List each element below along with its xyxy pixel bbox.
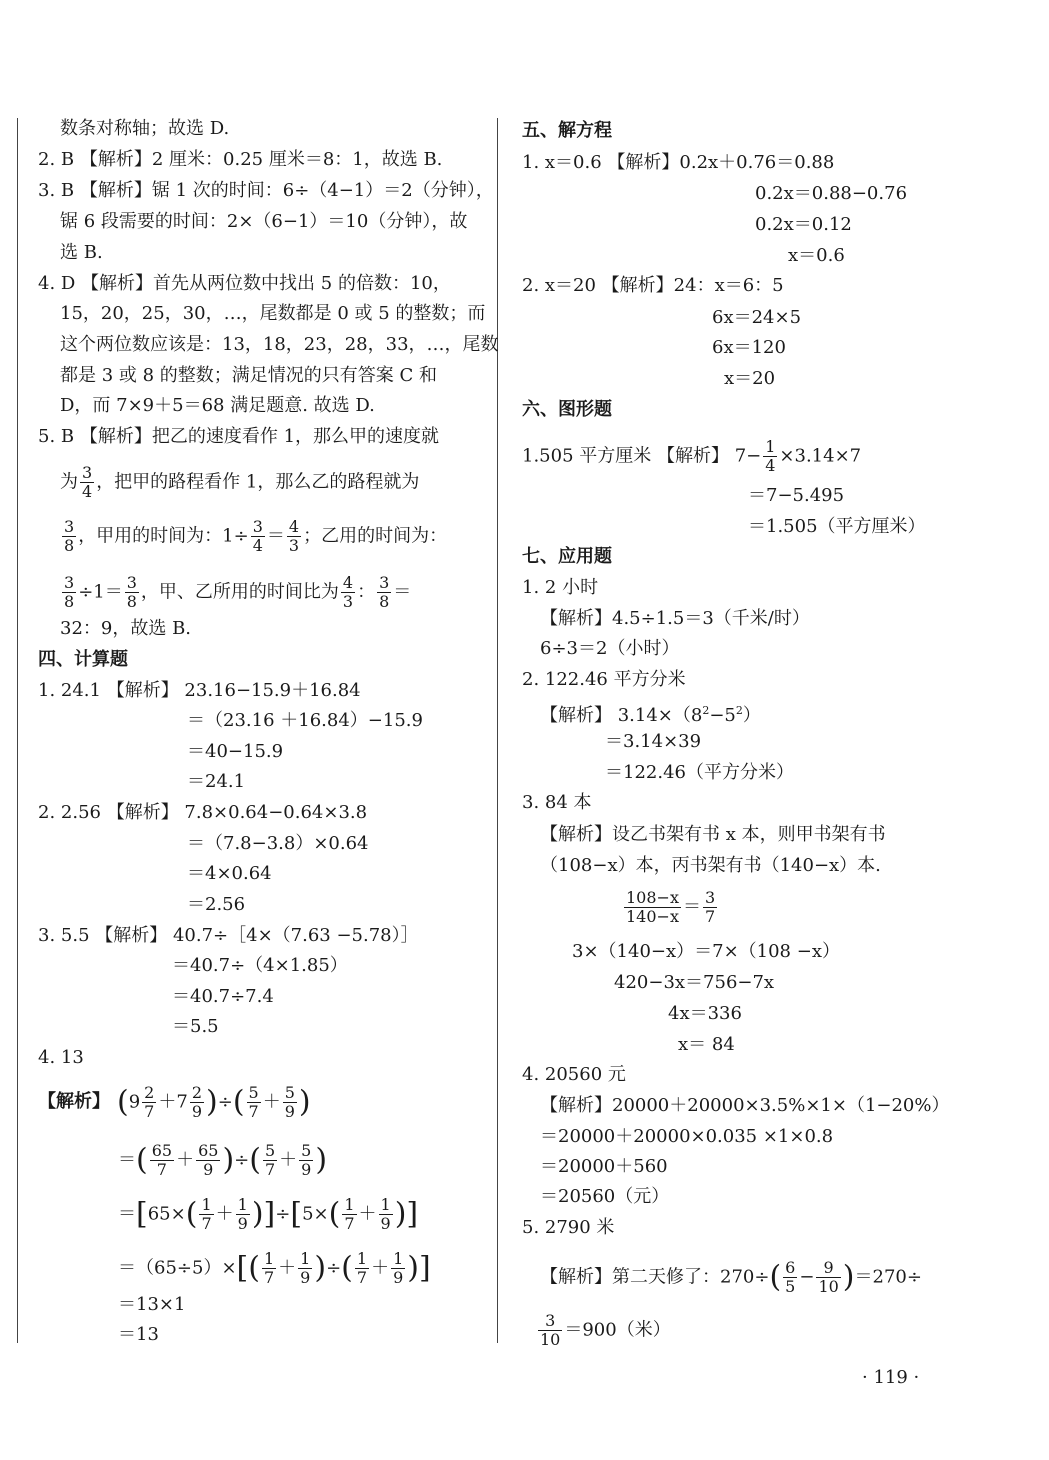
text: ： <box>357 581 376 603</box>
fraction <box>298 1250 312 1287</box>
app-3: 3. 84 本 <box>522 792 592 813</box>
app-2-step <box>540 698 761 729</box>
fraction <box>816 1259 840 1296</box>
den: 3 <box>288 536 300 555</box>
fraction <box>299 1142 313 1179</box>
text: ，把甲的路程看作 1，那么乙的路程就为 <box>96 471 420 493</box>
app-1-step: 6÷3＝2（小时） <box>540 638 680 659</box>
t: 5× <box>302 1203 329 1225</box>
q5-line4 <box>60 574 411 611</box>
t: ＋ <box>262 1091 281 1113</box>
geo-1-step: ＝7−5.495 <box>748 485 845 506</box>
den: 5 <box>785 1277 796 1296</box>
num: 1 <box>393 1249 404 1268</box>
fraction <box>251 518 265 555</box>
text: ，甲、乙所用的时间比为 <box>140 581 339 603</box>
q1-tail: 数条对称轴；故选 D. <box>60 118 230 139</box>
num: 3 <box>64 517 75 536</box>
t: 1.505 平方厘米 【解析】 7− <box>522 445 762 467</box>
t: ＋ <box>358 1203 377 1225</box>
app-3-step: 3×（140−x）＝7×（108 −x） <box>572 941 840 962</box>
fraction <box>236 1196 250 1233</box>
den: 8 <box>64 536 75 555</box>
num: 1 <box>765 437 776 456</box>
num: 3 <box>82 463 93 482</box>
q4-line2: 15，20，25，30，…，尾数都是 0 或 5 的整数；而 <box>60 303 486 324</box>
q3-line2: 锯 6 段需要的时间：2×（6−1）＝10（分钟），故 <box>60 211 468 232</box>
den: 8 <box>64 592 75 611</box>
den: 9 <box>300 1268 311 1287</box>
fraction <box>263 1142 277 1179</box>
den: 4 <box>765 456 776 475</box>
calc-3-step: ＝40.7÷7.4 <box>172 986 274 1007</box>
eq-1-step: 0.2x＝0.88−0.76 <box>755 183 908 204</box>
fraction <box>62 574 76 611</box>
t: ＋7 <box>158 1091 188 1113</box>
app-5: 5. 2790 米 <box>522 1217 615 1238</box>
fraction <box>342 1196 356 1233</box>
app-4-step: ＝20000＋560 <box>540 1156 668 1177</box>
calc-1-step: ＝（23.16 ＋16.84）−15.9 <box>187 710 423 731</box>
app-3-step: 4x＝336 <box>668 1003 742 1024</box>
calc-4: 4. 13 <box>38 1047 84 1068</box>
calc-3: 3. 5.5 【解析】 40.7÷［4×（7.63 −5.78）］ <box>38 925 419 946</box>
calc-4-math-1: (9 $\frac{2}{7}$ ＋7 $\frac{2}{9}$ )÷( $\frac{5}{7}$ ＋ $\frac{5}{9}$ ) <box>117 1083 311 1121</box>
den: 8 <box>379 592 390 611</box>
num: 5 <box>248 1083 259 1102</box>
den: 7 <box>263 1268 275 1287</box>
text: ；乙用的时间为： <box>303 525 448 547</box>
num: 1 <box>300 1249 311 1268</box>
den: 9 <box>284 1102 295 1121</box>
den: 3 <box>342 592 354 611</box>
num: 3 <box>538 1312 562 1331</box>
den: 4 <box>252 536 263 555</box>
t: ＋ <box>176 1149 195 1171</box>
t: ÷ <box>275 1203 291 1225</box>
den: 7 <box>156 1160 167 1179</box>
num: 5 <box>264 1141 276 1160</box>
num: 1 <box>201 1195 212 1214</box>
calc-4-math-2: ＝( $\frac{65}{7}$ ＋ $\frac{65}{9}$ )÷( $\frac{5}{7}$ ＋ $\frac{5}{9}$ ) <box>118 1141 328 1179</box>
exp: 2 <box>702 704 710 717</box>
eq-2: 2. x＝20 【解析】24：x＝6：5 <box>522 275 784 296</box>
t: 【解析】 3.14×（8 <box>540 705 703 726</box>
text: ＝ <box>393 581 412 603</box>
left-margin-rule <box>17 118 18 1343</box>
num: 2 <box>144 1083 155 1102</box>
num: 6 <box>785 1258 796 1277</box>
fraction <box>379 1196 393 1233</box>
q5-answer: 5. B 【解析】把乙的速度看作 1，那么甲的速度就 <box>38 426 440 447</box>
t: ÷ <box>234 1149 250 1171</box>
den: 9 <box>237 1214 248 1233</box>
eq-1: 1. x＝0.6 【解析】0.2x＋0.76＝0.88 <box>522 152 835 173</box>
app-5-step: 【解析】第二天修了：270÷( $\frac{6}{5}$ − $\frac{9}{10}$ )＝270÷ <box>540 1258 922 1296</box>
t: 9 <box>128 1091 141 1113</box>
app-4-step: ＝20560（元） <box>540 1186 670 1207</box>
section-7-heading: 七、应用题 <box>522 546 612 567</box>
fraction <box>538 1312 562 1349</box>
calc-4-math-6: ＝13 <box>118 1324 159 1345</box>
t: −5 <box>709 705 736 726</box>
num: 2 <box>191 1083 202 1102</box>
t: − <box>799 1266 815 1288</box>
den: 7 <box>264 1160 276 1179</box>
text: 为 <box>60 471 78 493</box>
app-2: 2. 122.46 平方分米 <box>522 669 686 690</box>
app-3-step: x＝ 84 <box>678 1034 735 1055</box>
app-4-step: ＝20000＋20000×0.035 ×1×0.8 <box>540 1126 834 1147</box>
q3-answer: 3. B 【解析】锯 1 次的时间：6÷（4−1）＝2（分钟）， <box>38 180 494 201</box>
geo-1-step: ＝1.505（平方厘米） <box>748 516 926 537</box>
fraction <box>190 1084 204 1121</box>
text: ，甲用的时间为：1÷ <box>78 525 249 547</box>
app-5-result <box>536 1312 671 1349</box>
t: ＝270÷ <box>854 1266 922 1288</box>
calc-1-step: ＝24.1 <box>187 771 246 792</box>
eq-1-step: 0.2x＝0.12 <box>755 214 852 235</box>
calc-2-step: ＝2.56 <box>187 894 246 915</box>
fraction <box>262 1250 276 1287</box>
num: 4 <box>288 517 300 536</box>
t: ＋ <box>371 1257 390 1279</box>
t: ＝ <box>118 1203 136 1225</box>
num: 3 <box>126 573 137 592</box>
t: ＝（65÷5）× <box>118 1257 237 1279</box>
calc-4-math-5: ＝13×1 <box>118 1294 186 1315</box>
fraction <box>150 1142 174 1179</box>
text: ÷1＝ <box>78 581 123 603</box>
app-3-fraction-eq <box>622 889 719 926</box>
num: 1 <box>263 1249 275 1268</box>
t: ＋ <box>215 1203 234 1225</box>
den: 9 <box>203 1160 214 1179</box>
app-3-step: 【解析】设乙书架有书 x 本，则甲书架有书 <box>540 824 886 845</box>
calc-4-jiexi: 【解析】 <box>38 1091 110 1112</box>
calc-4-math-4: ＝（65÷5）×[( $\frac{1}{7}$ ＋ $\frac{1}{9}$ )÷( $\frac{1}{7}$ ＋ $\frac{1}{9}$ )] <box>118 1249 431 1287</box>
fraction <box>142 1084 156 1121</box>
den: 7 <box>344 1214 355 1233</box>
den: 7 <box>704 907 716 926</box>
calc-2-step: ＝4×0.64 <box>187 863 272 884</box>
app-3-step: （108−x）本，丙书架有书（140−x）本. <box>540 855 881 876</box>
fraction <box>125 574 139 611</box>
num: 3 <box>252 517 263 536</box>
den: 7 <box>144 1102 155 1121</box>
num: 65 <box>198 1141 219 1160</box>
t: ） <box>742 705 761 726</box>
num: 1 <box>380 1195 391 1214</box>
num: 1 <box>356 1249 368 1268</box>
den: 9 <box>301 1160 312 1179</box>
fraction <box>624 889 681 926</box>
num: 3 <box>64 573 75 592</box>
q4-answer: 4. D 【解析】首先从两位数中找出 5 的倍数：10， <box>38 273 451 294</box>
eq-2-step: 6x＝24×5 <box>712 307 802 328</box>
page-number: · 119 · <box>862 1367 920 1388</box>
eq-2-step: x＝20 <box>724 368 776 389</box>
den: 140−x <box>626 907 679 926</box>
t: ＋ <box>279 1149 298 1171</box>
q5-line5: 32：9，故选 B. <box>60 618 192 639</box>
t: ＝900（米） <box>564 1319 671 1341</box>
q5-line3 <box>60 518 447 555</box>
app-2-step: ＝3.14×39 <box>605 731 702 752</box>
app-4-step: 【解析】20000＋20000×3.5%×1×（1−20%） <box>540 1095 950 1116</box>
fraction <box>355 1250 369 1287</box>
t: 【解析】第二天修了：270÷ <box>540 1266 770 1288</box>
section-4-heading: 四、计算题 <box>38 649 128 670</box>
t: ÷ <box>217 1091 233 1113</box>
app-2-step: ＝122.46（平方分米） <box>605 762 794 783</box>
calc-3-step: ＝40.7÷（4×1.85） <box>172 955 348 976</box>
num: 5 <box>284 1083 295 1102</box>
column-divider <box>497 118 498 1343</box>
den: 4 <box>82 482 93 501</box>
fraction <box>283 1084 297 1121</box>
num: 9 <box>816 1259 840 1278</box>
fraction <box>287 518 301 555</box>
num: 3 <box>704 888 716 907</box>
den: 9 <box>393 1268 404 1287</box>
app-3-step: 420−3x＝756−7x <box>614 972 775 993</box>
t: ＝ <box>682 896 701 918</box>
q4-line5: D，而 7×9＋5＝68 满足题意. 故选 D. <box>60 395 375 416</box>
calc-3-step: ＝5.5 <box>172 1016 219 1037</box>
app-4: 4. 20560 元 <box>522 1064 626 1085</box>
den: 7 <box>248 1102 259 1121</box>
num: 3 <box>379 573 390 592</box>
den: 9 <box>191 1102 202 1121</box>
t: ＋ <box>278 1257 297 1279</box>
fraction <box>341 574 355 611</box>
num: 4 <box>342 573 354 592</box>
fraction <box>783 1259 797 1296</box>
fraction <box>199 1196 213 1233</box>
calc-1-step: ＝40−15.9 <box>187 741 284 762</box>
t: ÷ <box>326 1257 342 1279</box>
geo-1 <box>522 438 861 475</box>
fraction <box>196 1142 220 1179</box>
t: ＝ <box>118 1149 136 1171</box>
section-6-heading: 六、图形题 <box>522 399 612 420</box>
num: 108−x <box>626 888 679 907</box>
app-1-step: 【解析】4.5÷1.5＝3（千米/时） <box>540 608 810 629</box>
fraction <box>391 1250 405 1287</box>
num: 65 <box>151 1141 173 1160</box>
calc-2: 2. 2.56 【解析】 7.8×0.64−0.64×3.8 <box>38 802 368 823</box>
fraction <box>763 438 777 475</box>
t: ×3.14×7 <box>779 445 862 467</box>
den: 10 <box>818 1277 839 1296</box>
den: 7 <box>201 1214 212 1233</box>
q5-line2 <box>60 464 419 501</box>
den: 9 <box>380 1214 391 1233</box>
fraction <box>703 889 717 926</box>
q3-line3: 选 B. <box>60 242 103 263</box>
fraction <box>62 518 76 555</box>
fraction <box>377 574 391 611</box>
exp: 2 <box>735 704 743 717</box>
t: 65× <box>147 1203 186 1225</box>
calc-1: 1. 24.1 【解析】 23.16−15.9＋16.84 <box>38 680 361 701</box>
num: 1 <box>237 1195 248 1214</box>
den: 10 <box>540 1330 561 1349</box>
app-1: 1. 2 小时 <box>522 577 599 598</box>
eq-1-step: x＝0.6 <box>788 245 845 266</box>
den: 7 <box>356 1268 368 1287</box>
q2-answer: 2. B 【解析】2 厘米：0.25 厘米＝8：1，故选 B. <box>38 149 443 170</box>
section-5-heading: 五、解方程 <box>522 120 612 141</box>
fraction <box>80 464 94 501</box>
q4-line3: 这个两位数应该是：13，18，23，28，33，…，尾数 <box>60 334 499 355</box>
den: 8 <box>126 592 137 611</box>
num: 5 <box>301 1141 312 1160</box>
num: 1 <box>344 1195 355 1214</box>
text: ＝ <box>266 525 285 547</box>
calc-2-step: ＝（7.8−3.8）×0.64 <box>187 833 369 854</box>
calc-4-math-3: ＝[65×( $\frac{1}{7}$ ＋ $\frac{1}{9}$ )]÷[5×( $\frac{1}{7}$ ＋ $\frac{1}{9}$ )] <box>118 1195 419 1233</box>
q4-line4: 都是 3 或 8 的整数；满足情况的只有答案 C 和 <box>60 365 438 386</box>
eq-2-step: 6x＝120 <box>712 337 786 358</box>
fraction <box>247 1084 261 1121</box>
